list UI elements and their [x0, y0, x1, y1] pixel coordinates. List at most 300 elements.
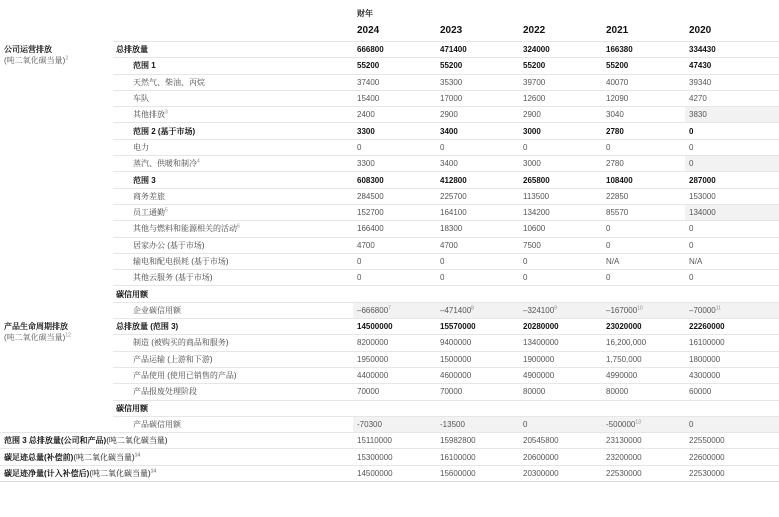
value-text: 60000: [689, 387, 712, 397]
value-cell-2021: [602, 433, 685, 449]
row-label: [113, 90, 353, 106]
value-text: 47430: [689, 61, 712, 71]
row-label-text: 产品碳信用额: [133, 419, 181, 429]
table-row: [0, 335, 779, 351]
value-cell-2020: [685, 335, 779, 351]
value-text: 0: [689, 224, 694, 234]
row-label-text: 电力: [133, 142, 149, 152]
value-text: 334430: [689, 45, 716, 55]
row-label-text: 范围 1: [133, 61, 156, 71]
footnote-marker: 12: [65, 331, 71, 338]
value-cell-2023: [436, 302, 519, 318]
value-cell-2024: [353, 400, 436, 416]
row-label-text: 碳信用额: [116, 403, 148, 413]
value-cell-2024: [353, 188, 436, 204]
value-cell-2022: [519, 367, 602, 383]
value-text: 40070: [606, 77, 629, 87]
year-2021: 2021: [606, 25, 629, 36]
table-row: [0, 384, 779, 400]
row-label: [0, 449, 353, 465]
table-row: [0, 433, 779, 449]
value-text: 4400000: [357, 371, 389, 381]
value-cell-2021: [602, 367, 685, 383]
row-label: [113, 123, 353, 139]
value-cell-2020: [685, 156, 779, 172]
value-text: 8200000: [357, 338, 389, 348]
value-cell-2023: [436, 416, 519, 432]
value-cell-2020: [685, 123, 779, 139]
value-text: 15110000: [357, 436, 392, 446]
value-text: 18300: [440, 224, 463, 234]
row-label: [113, 302, 353, 318]
value-text: –167000: [606, 305, 638, 315]
value-cell-2024: [353, 172, 436, 188]
value-cell-2023: [436, 74, 519, 90]
value-cell-2023: [436, 433, 519, 449]
value-text: 20600000: [523, 452, 559, 462]
table-row: [0, 156, 779, 172]
row-label: [113, 74, 353, 90]
value-text: 55200: [440, 61, 463, 71]
value-text: 0: [440, 257, 445, 266]
row-label: [113, 204, 353, 220]
row-label: [113, 286, 353, 302]
row-label: [113, 107, 353, 123]
table-row: [0, 253, 779, 269]
value-cell-2020: [685, 270, 779, 286]
value-cell-2023: [436, 270, 519, 286]
row-label: [113, 221, 353, 237]
value-text: 23020000: [606, 322, 642, 332]
row-label-text: 总排放量: [116, 45, 148, 55]
value-text: 1900000: [523, 354, 555, 364]
value-cell-2024: [353, 416, 436, 432]
value-cell-2021: [602, 449, 685, 465]
value-text: 3300: [357, 159, 375, 169]
footnote-marker: 5: [165, 207, 168, 214]
value-cell-2020: [685, 400, 779, 416]
emissions-table: [0, 41, 779, 482]
table-row: [0, 74, 779, 90]
value-cell-2021: [602, 123, 685, 139]
row-label: [113, 319, 353, 335]
value-cell-2020: [685, 90, 779, 106]
value-text: -70300: [357, 419, 382, 429]
row-label-text: 碳足迹总量(补偿前): [4, 452, 74, 462]
value-cell-2022: [519, 58, 602, 74]
value-text: 153000: [689, 191, 716, 201]
row-label-text: 制造 (被购买的商品和服务): [133, 338, 229, 348]
row-label-text: 产品报废处理阶段: [133, 387, 197, 397]
value-text: 13400000: [523, 338, 559, 348]
value-cell-2021: [602, 319, 685, 335]
value-text: 80000: [523, 387, 546, 397]
table-row: [0, 221, 779, 237]
value-cell-2020: [685, 237, 779, 253]
value-text: 20280000: [523, 322, 559, 332]
value-cell-2021: [602, 384, 685, 400]
value-text: 15600000: [440, 468, 476, 478]
row-label: [0, 465, 353, 481]
value-cell-2022: [519, 449, 602, 465]
value-text: 287000: [689, 175, 716, 185]
value-cell-2021: [602, 270, 685, 286]
table-row: [0, 237, 779, 253]
row-label: [113, 253, 353, 269]
value-cell-2023: [436, 204, 519, 220]
value-cell-2021: [602, 335, 685, 351]
value-cell-2021: [602, 58, 685, 74]
table-row: [0, 90, 779, 106]
row-label-unit: (吨二氧化碳当量): [73, 452, 135, 462]
value-cell-2021: [602, 286, 685, 302]
row-label: [113, 400, 353, 416]
value-cell-2020: [685, 351, 779, 367]
value-text: 22260000: [689, 322, 725, 332]
value-cell-2022: [519, 90, 602, 106]
value-cell-2024: [353, 204, 436, 220]
value-text: -500000: [606, 419, 636, 429]
value-cell-2022: [519, 270, 602, 286]
value-text: 3400: [440, 126, 458, 136]
unit-text: (吨二氧化碳当量): [4, 55, 66, 65]
value-text: 0: [523, 273, 528, 283]
value-cell-2020: [685, 107, 779, 123]
value-cell-2024: [353, 319, 436, 335]
section-operations: [0, 42, 113, 319]
value-text: 39340: [689, 77, 712, 87]
value-cell-2023: [436, 400, 519, 416]
value-cell-2023: [436, 384, 519, 400]
footnote-marker: 6: [237, 223, 240, 230]
value-cell-2024: [353, 90, 436, 106]
table-row: [0, 270, 779, 286]
value-text: 4990000: [606, 371, 638, 381]
value-cell-2020: [685, 286, 779, 302]
value-cell-2020: [685, 58, 779, 74]
row-label-text: 其他与燃料和能源相关的活动: [133, 224, 237, 234]
value-text: 471400: [440, 45, 467, 55]
row-label: [113, 139, 353, 155]
value-cell-2023: [436, 90, 519, 106]
value-text: 225700: [440, 191, 467, 201]
value-cell-2024: [353, 367, 436, 383]
value-text: 1,750,000: [606, 354, 642, 364]
value-text: 85570: [606, 208, 629, 218]
value-cell-2024: [353, 351, 436, 367]
value-text: 15982800: [440, 436, 476, 446]
value-text: 3300: [357, 126, 375, 136]
value-text: 0: [689, 159, 694, 169]
section-product-lifecycle: [0, 319, 113, 433]
value-cell-2023: [436, 237, 519, 253]
value-cell-2021: [602, 74, 685, 90]
value-cell-2021: [602, 237, 685, 253]
value-cell-2020: [685, 74, 779, 90]
value-cell-2022: [519, 400, 602, 416]
value-cell-2024: [353, 74, 436, 90]
value-cell-2022: [519, 172, 602, 188]
value-cell-2020: [685, 319, 779, 335]
value-cell-2021: [602, 156, 685, 172]
value-cell-2022: [519, 335, 602, 351]
value-cell-2022: [519, 237, 602, 253]
value-text: 3000: [523, 126, 541, 136]
value-cell-2022: [519, 319, 602, 335]
value-text: 0: [689, 142, 694, 152]
value-text: 37400: [357, 77, 380, 87]
table-row: [0, 367, 779, 383]
section-unit: [4, 55, 113, 66]
value-cell-2024: [353, 384, 436, 400]
value-text: 0: [440, 142, 445, 152]
value-cell-2024: [353, 58, 436, 74]
row-label: [113, 42, 353, 58]
value-text: 0: [689, 240, 694, 250]
value-text: 2780: [606, 126, 624, 136]
value-text: 4300000: [689, 371, 721, 381]
value-text: 14500000: [357, 322, 393, 332]
value-cell-2022: [519, 384, 602, 400]
value-text: 15400: [357, 94, 380, 104]
value-cell-2023: [436, 351, 519, 367]
value-cell-2024: [353, 253, 436, 269]
row-label-text: 居家办公 (基于市场): [133, 240, 205, 250]
value-cell-2024: [353, 221, 436, 237]
value-text: 3830: [689, 110, 707, 120]
row-label: [113, 335, 353, 351]
value-text: 3400: [440, 159, 458, 169]
value-cell-2021: [602, 221, 685, 237]
value-cell-2020: [685, 172, 779, 188]
value-cell-2024: [353, 237, 436, 253]
value-cell-2023: [436, 107, 519, 123]
table-row: [0, 139, 779, 155]
value-cell-2020: [685, 253, 779, 269]
value-text: 23200000: [606, 452, 642, 462]
value-text: 166380: [606, 45, 633, 55]
value-cell-2020: [685, 449, 779, 465]
value-text: 22600000: [689, 452, 725, 462]
value-cell-2022: [519, 253, 602, 269]
row-label: [113, 237, 353, 253]
row-label: [113, 384, 353, 400]
value-text: 80000: [606, 387, 629, 397]
value-text: 134000: [689, 208, 716, 218]
row-label: [113, 156, 353, 172]
value-text: 1950000: [357, 354, 389, 364]
footnote-marker: 14: [134, 451, 141, 458]
value-cell-2023: [436, 42, 519, 58]
value-text: 0: [606, 273, 611, 283]
value-cell-2023: [436, 156, 519, 172]
value-text: 0: [689, 419, 694, 429]
table-row: [0, 204, 779, 220]
value-text: 4270: [689, 94, 707, 104]
value-text: 16,200,000: [606, 338, 647, 348]
table-row: [0, 449, 779, 465]
value-cell-2024: [353, 302, 436, 318]
table-row: [0, 107, 779, 123]
value-cell-2022: [519, 416, 602, 432]
row-label: [113, 270, 353, 286]
value-text: 134200: [523, 208, 550, 218]
value-text: 70000: [357, 387, 380, 397]
value-text: 4700: [440, 240, 458, 250]
value-text: 35300: [440, 77, 463, 87]
value-cell-2022: [519, 302, 602, 318]
value-cell-2021: [602, 188, 685, 204]
fiscal-year-caption: 财年: [357, 9, 373, 18]
footnote-marker: 8: [471, 305, 474, 312]
value-cell-2023: [436, 465, 519, 481]
value-text: 0: [523, 142, 528, 152]
table-row: [0, 58, 779, 74]
value-cell-2022: [519, 465, 602, 481]
value-text: 7500: [523, 240, 541, 250]
value-cell-2020: [685, 139, 779, 155]
value-cell-2020: [685, 433, 779, 449]
value-cell-2024: [353, 42, 436, 58]
value-text: 0: [357, 273, 362, 283]
footnote-marker: 11: [715, 305, 721, 312]
value-cell-2022: [519, 351, 602, 367]
value-cell-2022: [519, 156, 602, 172]
value-cell-2020: [685, 302, 779, 318]
value-cell-2021: [602, 42, 685, 58]
value-text: 324000: [523, 45, 550, 55]
table-row: [0, 319, 779, 335]
table-row: [0, 42, 779, 58]
value-cell-2023: [436, 172, 519, 188]
footnote-marker: 13: [635, 419, 641, 426]
row-label-text: 碳足迹净量(计入补偿后): [4, 468, 90, 478]
section-title: 产品生命周期排放: [4, 321, 68, 331]
table-row: [0, 351, 779, 367]
row-label-unit: (吨二氧化碳当量): [106, 436, 168, 446]
value-text: 0: [606, 240, 611, 250]
value-cell-2023: [436, 319, 519, 335]
value-text: 265800: [523, 175, 550, 185]
row-label-text: 总排放量 (范围 3): [116, 322, 179, 332]
table-row: [0, 172, 779, 188]
row-label: [113, 367, 353, 383]
value-cell-2023: [436, 335, 519, 351]
footnote-marker: 2: [65, 54, 69, 61]
value-text: 2780: [606, 159, 624, 169]
value-text: 608300: [357, 175, 384, 185]
value-text: 113500: [523, 191, 550, 201]
table-row: [0, 400, 779, 416]
value-text: 15300000: [357, 452, 393, 462]
footnote-marker: 4: [197, 158, 200, 165]
value-cell-2023: [436, 58, 519, 74]
value-text: –70000: [689, 305, 716, 315]
value-cell-2023: [436, 139, 519, 155]
row-label-text: 产品使用 (使用已销售的产品): [133, 371, 237, 381]
value-text: 10600: [523, 224, 546, 234]
value-text: 164100: [440, 208, 467, 218]
value-text: 284500: [357, 191, 384, 201]
value-cell-2024: [353, 449, 436, 465]
row-label: [113, 188, 353, 204]
value-cell-2021: [602, 302, 685, 318]
value-text: 3040: [606, 110, 624, 120]
value-cell-2022: [519, 123, 602, 139]
value-cell-2020: [685, 465, 779, 481]
value-text: 0: [357, 142, 362, 152]
year-2024: 2024: [357, 25, 380, 36]
row-label-text: 天然气、柴油、丙烷: [133, 77, 205, 87]
value-cell-2022: [519, 286, 602, 302]
value-text: 0: [606, 224, 611, 234]
table-row: [0, 286, 779, 302]
row-label-text: 其他排放: [133, 110, 165, 120]
value-text: 15570000: [440, 322, 476, 332]
year-2022: 2022: [523, 25, 546, 36]
value-text: 22850: [606, 191, 629, 201]
value-text: 0: [689, 273, 694, 283]
row-label-text: 其他云服务 (基于市场): [133, 273, 213, 283]
value-cell-2021: [602, 107, 685, 123]
footnote-marker: 14: [150, 468, 157, 475]
value-cell-2022: [519, 74, 602, 90]
row-label-text: 蒸汽、供暖和制冷: [133, 159, 197, 169]
value-text: 152700: [357, 208, 384, 218]
value-text: –324100: [523, 305, 555, 315]
value-text: 666800: [357, 45, 384, 55]
value-cell-2020: [685, 416, 779, 432]
value-text: 4600000: [440, 371, 472, 381]
row-label-unit: (吨二氧化碳当量): [89, 468, 151, 478]
value-cell-2024: [353, 286, 436, 302]
value-cell-2021: [602, 90, 685, 106]
value-cell-2024: [353, 107, 436, 123]
table-row: [0, 465, 779, 481]
row-label: [113, 172, 353, 188]
value-cell-2022: [519, 139, 602, 155]
value-cell-2020: [685, 204, 779, 220]
value-cell-2022: [519, 42, 602, 58]
table-row: [0, 416, 779, 432]
value-cell-2022: [519, 433, 602, 449]
value-cell-2021: [602, 465, 685, 481]
value-cell-2021: [602, 204, 685, 220]
value-text: 1500000: [440, 354, 472, 364]
value-text: 22530000: [606, 468, 642, 478]
value-text: 9400000: [440, 338, 472, 348]
value-text: 2900: [523, 110, 541, 120]
year-2023: 2023: [440, 25, 463, 36]
value-text: 22550000: [689, 436, 725, 446]
value-text: 4900000: [523, 371, 555, 381]
value-text: 23130000: [606, 436, 642, 446]
value-text: 2900: [440, 110, 458, 120]
value-cell-2021: [602, 139, 685, 155]
footnote-marker: 7: [388, 305, 391, 312]
footnote-marker: 9: [554, 305, 557, 312]
value-text: 4700: [357, 240, 375, 250]
row-label: [0, 433, 353, 449]
value-cell-2021: [602, 253, 685, 269]
row-label-text: 企业碳信用额: [133, 305, 181, 315]
value-text: 17000: [440, 94, 463, 104]
value-text: 12600: [523, 94, 546, 104]
value-cell-2020: [685, 188, 779, 204]
row-label-text: 员工通勤: [133, 208, 165, 218]
value-text: 166400: [357, 224, 384, 234]
value-cell-2023: [436, 221, 519, 237]
